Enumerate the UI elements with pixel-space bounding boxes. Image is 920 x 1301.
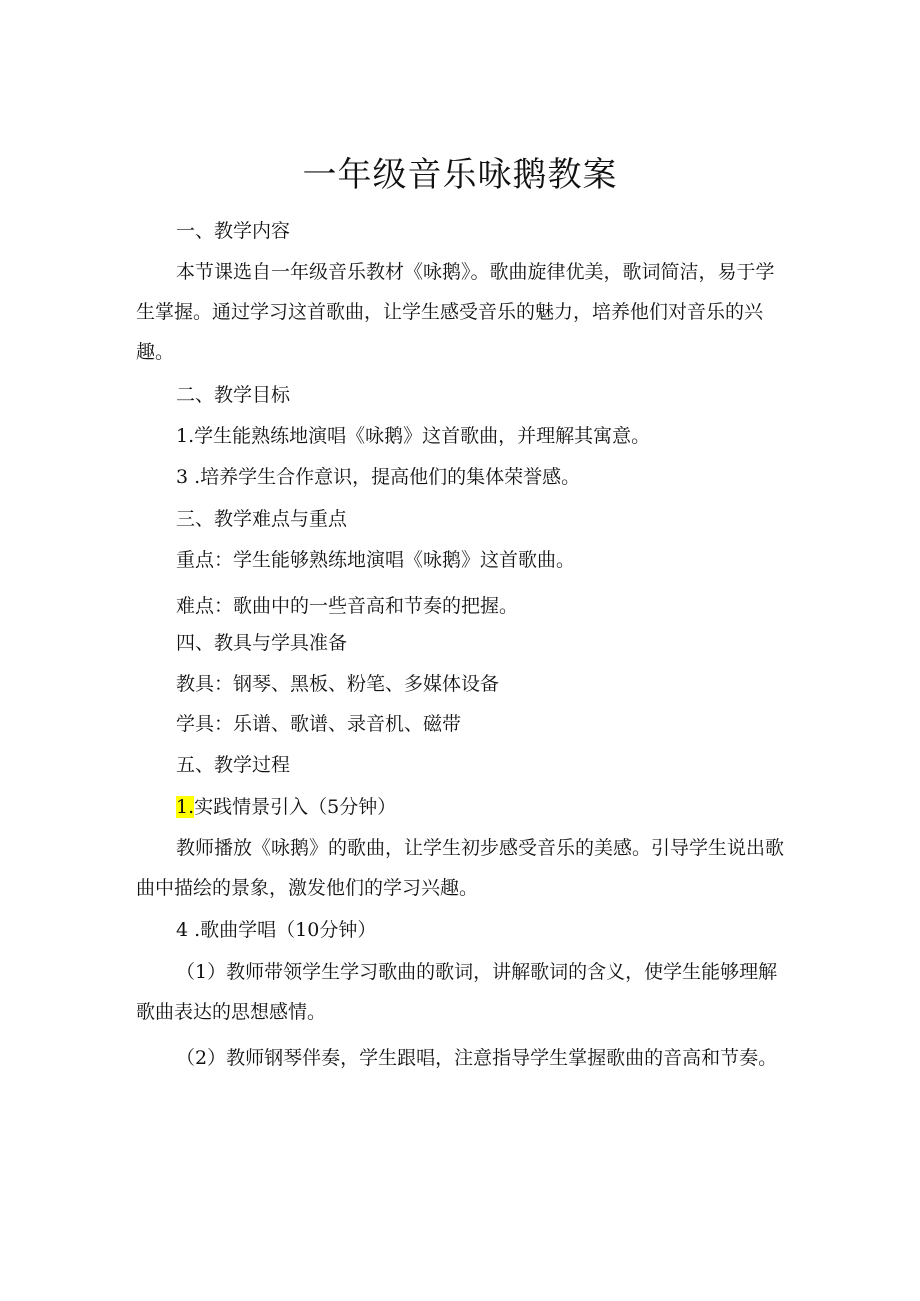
step-4-sub-1: （1）教师带领学生学习歌曲的歌词，讲解歌词的含义，使学生能够理解歌曲表达的思想感情。: [136, 961, 778, 1023]
heading-teaching-goals: 二、教学目标: [176, 384, 291, 406]
step-1-body: 教师播放《咏鹅》的歌曲，让学生初步感受音乐的美感。引导学生说出歌曲中描绘的景象，激发他们的学习兴趣。: [136, 837, 785, 899]
learning-tools-text: 学具：乐谱、歌谱、录音机、磁带: [176, 713, 462, 735]
heading-teaching-content: 一、教学内容: [176, 220, 291, 242]
difficult-point-text: 难点：歌曲中的一些音高和节奏的把握。: [176, 595, 519, 617]
key-point-text: 重点：学生能够熟练地演唱《咏鹅》这首歌曲。: [176, 549, 576, 571]
heading-difficulty-key: 三、教学难点与重点: [176, 508, 348, 530]
heading-tools: 四、教具与学具准备: [176, 632, 348, 654]
highlighted-step-number: 1.: [176, 796, 195, 818]
paragraph-teaching-content: 本节课选自一年级音乐教材《咏鹅》。歌曲旋律优美，歌词简洁，易于学生掌握。通过学习这首歌曲，让学生感受音乐的魅力，培养他们对音乐的兴趣。: [136, 261, 775, 363]
step-1-heading: [176, 795, 396, 819]
step-4-heading: 4 .歌曲学唱（10分钟）: [176, 919, 377, 941]
step-1-title: 实践情景引入（5分钟）: [194, 796, 397, 818]
teaching-tools-text: 教具：钢琴、黑板、粉笔、多媒体设备: [176, 673, 500, 695]
page-title: 一年级音乐咏鹅教案: [302, 155, 618, 195]
step-4-sub-2: （2）教师钢琴伴奏，学生跟唱，注意指导学生掌握歌曲的音高和节奏。: [176, 1047, 778, 1069]
heading-teaching-process: 五、教学过程: [176, 754, 291, 776]
goal-item-3: 3 .培养学生合作意识，提高他们的集体荣誉感。: [176, 466, 581, 488]
goal-item-1: 1.学生能熟练地演唱《咏鹅》这首歌曲，并理解其寓意。: [176, 425, 651, 447]
